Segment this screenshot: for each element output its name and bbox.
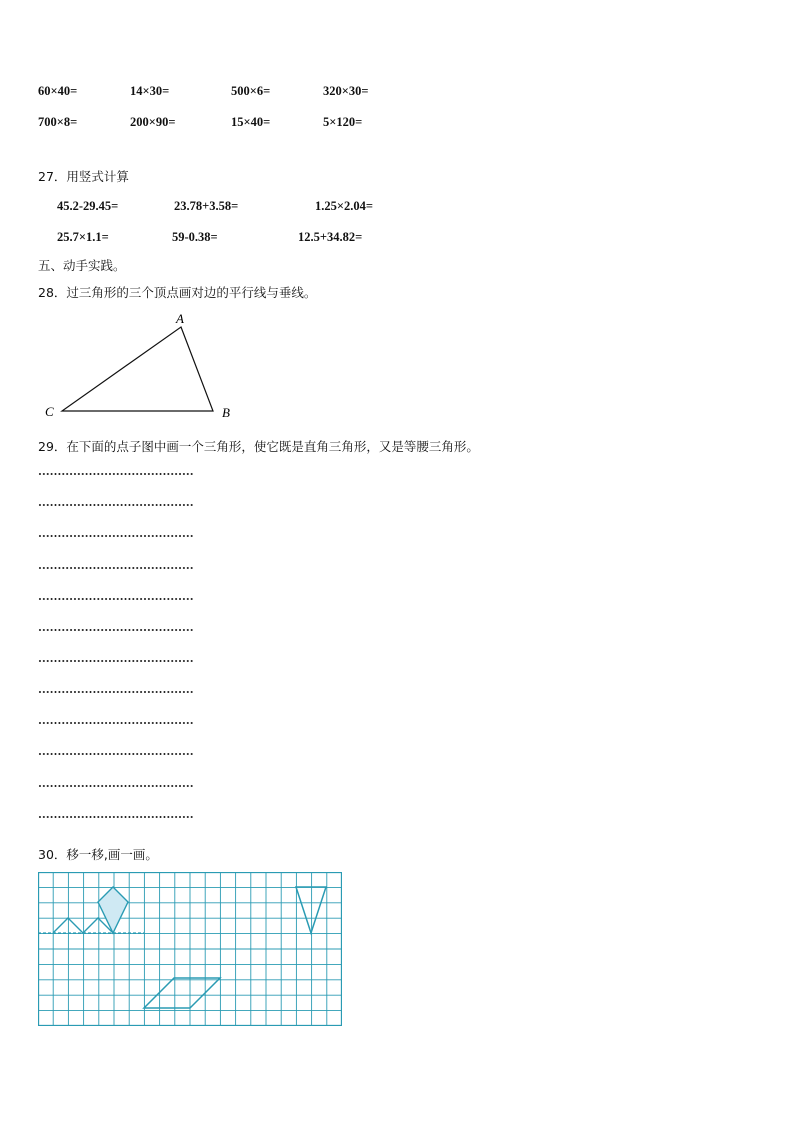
q28-title: 28．过三角形的三个顶点画对边的平行线与垂线。 [38,285,317,300]
dot-row [38,472,194,476]
kite-shape [98,887,128,933]
calc-2-4: 5×120= [323,115,363,129]
q27-calc-5: 59-0.38= [172,230,218,244]
dot-row [38,815,194,819]
parallelogram [144,978,220,1008]
dot-row [38,659,194,663]
calc-1-1: 60×40= [38,84,78,98]
dot-row [38,721,194,725]
q27-calc-3: 1.25×2.04= [315,199,373,213]
q27-title: 27．用竖式计算 [38,169,129,184]
dot-row [38,628,194,632]
section-title: 五、动手实践。 [38,258,126,273]
q30-title: 30．移一移,画一画。 [38,847,158,862]
vertex-label-a: A [176,311,184,326]
q29-title: 29．在下面的点子图中画一个三角形，使它既是直角三角形，又是等腰三角形。 [38,439,479,454]
dot-row [38,690,194,694]
triangle-abc [62,327,213,411]
dot-row [38,534,194,538]
vertex-label-b: B [222,405,230,420]
inverted-triangle [296,887,326,933]
q27-calc-6: 12.5+34.82= [298,230,363,244]
dot-row [38,503,194,507]
q27-calc-4: 25.7×1.1= [57,230,109,244]
dot-row [38,597,194,601]
calc-1-3: 500×6= [231,84,271,98]
calc-2-3: 15×40= [231,115,271,129]
dot-row [38,784,194,788]
vertex-label-c: C [45,404,54,419]
q27-calc-2: 23.78+3.58= [174,199,239,213]
calc-1-4: 320×30= [323,84,369,98]
dot-row [38,566,194,570]
calc-2-2: 200×90= [130,115,176,129]
dot-row [38,752,194,756]
calc-2-1: 700×8= [38,115,78,129]
q27-calc-1: 45.2-29.45= [57,199,119,213]
calc-1-2: 14×30= [130,84,170,98]
translation-grid[interactable] [38,872,342,1026]
triangle-figure [36,308,246,424]
